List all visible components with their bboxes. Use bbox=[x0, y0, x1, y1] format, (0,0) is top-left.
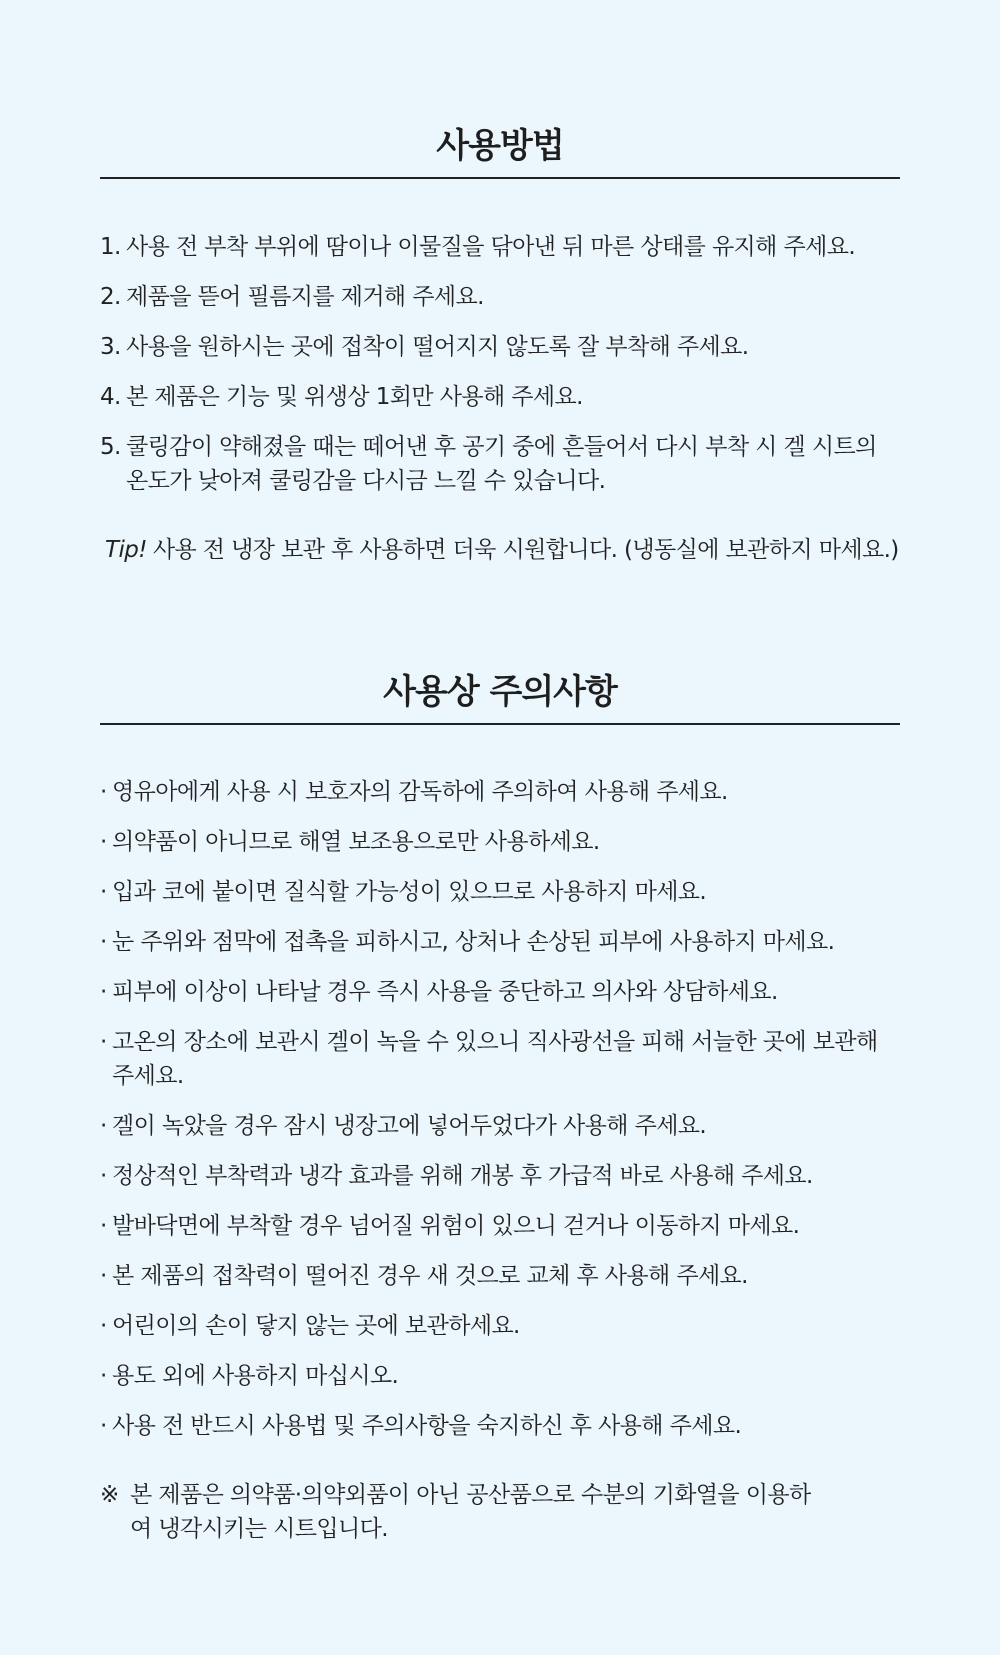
bullet-mark: · bbox=[100, 829, 107, 855]
usage-step bbox=[100, 230, 900, 264]
caution-text: 겔이 녹았을 경우 잠시 냉장고에 넣어두었다가 사용해 주세요. bbox=[112, 1113, 707, 1139]
caution-item bbox=[100, 825, 900, 859]
product-note bbox=[100, 1478, 900, 1546]
bullet-mark: · bbox=[100, 1413, 107, 1439]
usage-title: 사용방법 bbox=[436, 126, 564, 166]
tip-label: Tip! bbox=[105, 537, 147, 563]
step-number: 4. bbox=[100, 384, 121, 410]
caution-title-divider bbox=[100, 723, 900, 725]
bullet-mark: · bbox=[100, 1313, 107, 1339]
caution-item bbox=[100, 1259, 900, 1293]
step-text: 사용을 원하시는 곳에 접착이 떨어지지 않도록 잘 부착해 주세요. bbox=[126, 334, 749, 360]
usage-step bbox=[100, 430, 900, 498]
caution-text: 입과 코에 붙이면 질식할 가능성이 있으므로 사용하지 마세요. bbox=[112, 879, 707, 905]
tip-text: 사용 전 냉장 보관 후 사용하면 더욱 시원합니다. (냉동실에 보관하지 마세요.) bbox=[152, 537, 899, 563]
step-number: 5. bbox=[100, 434, 121, 460]
caution-text: 어린이의 손이 닿지 않는 곳에 보관하세요. bbox=[112, 1313, 520, 1339]
caution-item bbox=[100, 1159, 900, 1193]
caution-text: 사용 전 반드시 사용법 및 주의사항을 숙지하신 후 사용해 주세요. bbox=[112, 1413, 742, 1439]
caution-text: 정상적인 부착력과 냉각 효과를 위해 개봉 후 가급적 바로 사용해 주세요. bbox=[112, 1163, 813, 1189]
caution-text: 고온의 장소에 보관시 겔이 녹을 수 있으니 직사광선을 피해 서늘한 곳에 보관해 주세요. bbox=[112, 1029, 878, 1089]
caution-text: 발바닥면에 부착할 경우 넘어질 위험이 있으니 걷거나 이동하지 마세요. bbox=[112, 1213, 800, 1239]
bullet-mark: · bbox=[100, 1213, 107, 1239]
usage-title-divider bbox=[100, 177, 900, 179]
step-text: 본 제품은 기능 및 위생상 1회만 사용해 주세요. bbox=[126, 384, 583, 410]
bullet-mark: · bbox=[100, 979, 107, 1005]
caution-text: 영유아에게 사용 시 보호자의 감독하에 주의하여 사용해 주세요. bbox=[112, 779, 728, 805]
caution-item bbox=[100, 1309, 900, 1343]
step-number: 1. bbox=[100, 234, 121, 260]
caution-item bbox=[100, 975, 900, 1009]
bullet-mark: · bbox=[100, 779, 107, 805]
caution-item bbox=[100, 1209, 900, 1243]
bullet-mark: · bbox=[100, 1029, 107, 1055]
step-text: 쿨링감이 약해졌을 때는 떼어낸 후 공기 중에 흔들어서 다시 부착 시 겔 시트의 온도가 낮아져 쿨링감을 다시금 느낄 수 있습니다. bbox=[126, 434, 877, 494]
caution-item bbox=[100, 1359, 900, 1393]
step-number: 3. bbox=[100, 334, 121, 360]
usage-step bbox=[100, 380, 900, 414]
caution-text: 본 제품의 접착력이 떨어진 경우 새 것으로 교체 후 사용해 주세요. bbox=[112, 1263, 748, 1289]
bullet-mark: · bbox=[100, 1263, 107, 1289]
reference-mark: ※ bbox=[100, 1482, 119, 1508]
bullet-mark: · bbox=[100, 1163, 107, 1189]
step-text: 제품을 뜯어 필름지를 제거해 주세요. bbox=[126, 284, 484, 310]
bullet-mark: · bbox=[100, 1113, 107, 1139]
caution-item bbox=[100, 1025, 900, 1093]
note-text: 본 제품은 의약품·의약외품이 아닌 공산품으로 수분의 기화열을 이용하여 냉각시키는 시트입니다. bbox=[130, 1482, 811, 1542]
caution-title: 사용상 주의사항 bbox=[383, 672, 617, 712]
caution-list bbox=[100, 775, 900, 1459]
caution-text: 의약품이 아니므로 해열 보조용으로만 사용하세요. bbox=[112, 829, 600, 855]
step-text: 사용 전 부착 부위에 땀이나 이물질을 닦아낸 뒤 마른 상태를 유지해 주세요. bbox=[126, 234, 856, 260]
caution-item bbox=[100, 775, 900, 809]
caution-item bbox=[100, 875, 900, 909]
usage-step bbox=[100, 280, 900, 314]
bullet-mark: · bbox=[100, 879, 107, 905]
usage-tip bbox=[105, 533, 905, 567]
caution-text: 눈 주위와 점막에 접촉을 피하시고, 상처나 손상된 피부에 사용하지 마세요. bbox=[112, 929, 835, 955]
caution-text: 용도 외에 사용하지 마십시오. bbox=[112, 1363, 399, 1389]
step-number: 2. bbox=[100, 284, 121, 310]
bullet-mark: · bbox=[100, 929, 107, 955]
usage-step bbox=[100, 330, 900, 364]
caution-text: 피부에 이상이 나타날 경우 즉시 사용을 중단하고 의사와 상담하세요. bbox=[112, 979, 778, 1005]
caution-item bbox=[100, 1409, 900, 1443]
caution-item bbox=[100, 1109, 900, 1143]
caution-item bbox=[100, 925, 900, 959]
bullet-mark: · bbox=[100, 1363, 107, 1389]
usage-steps-list bbox=[100, 230, 900, 514]
